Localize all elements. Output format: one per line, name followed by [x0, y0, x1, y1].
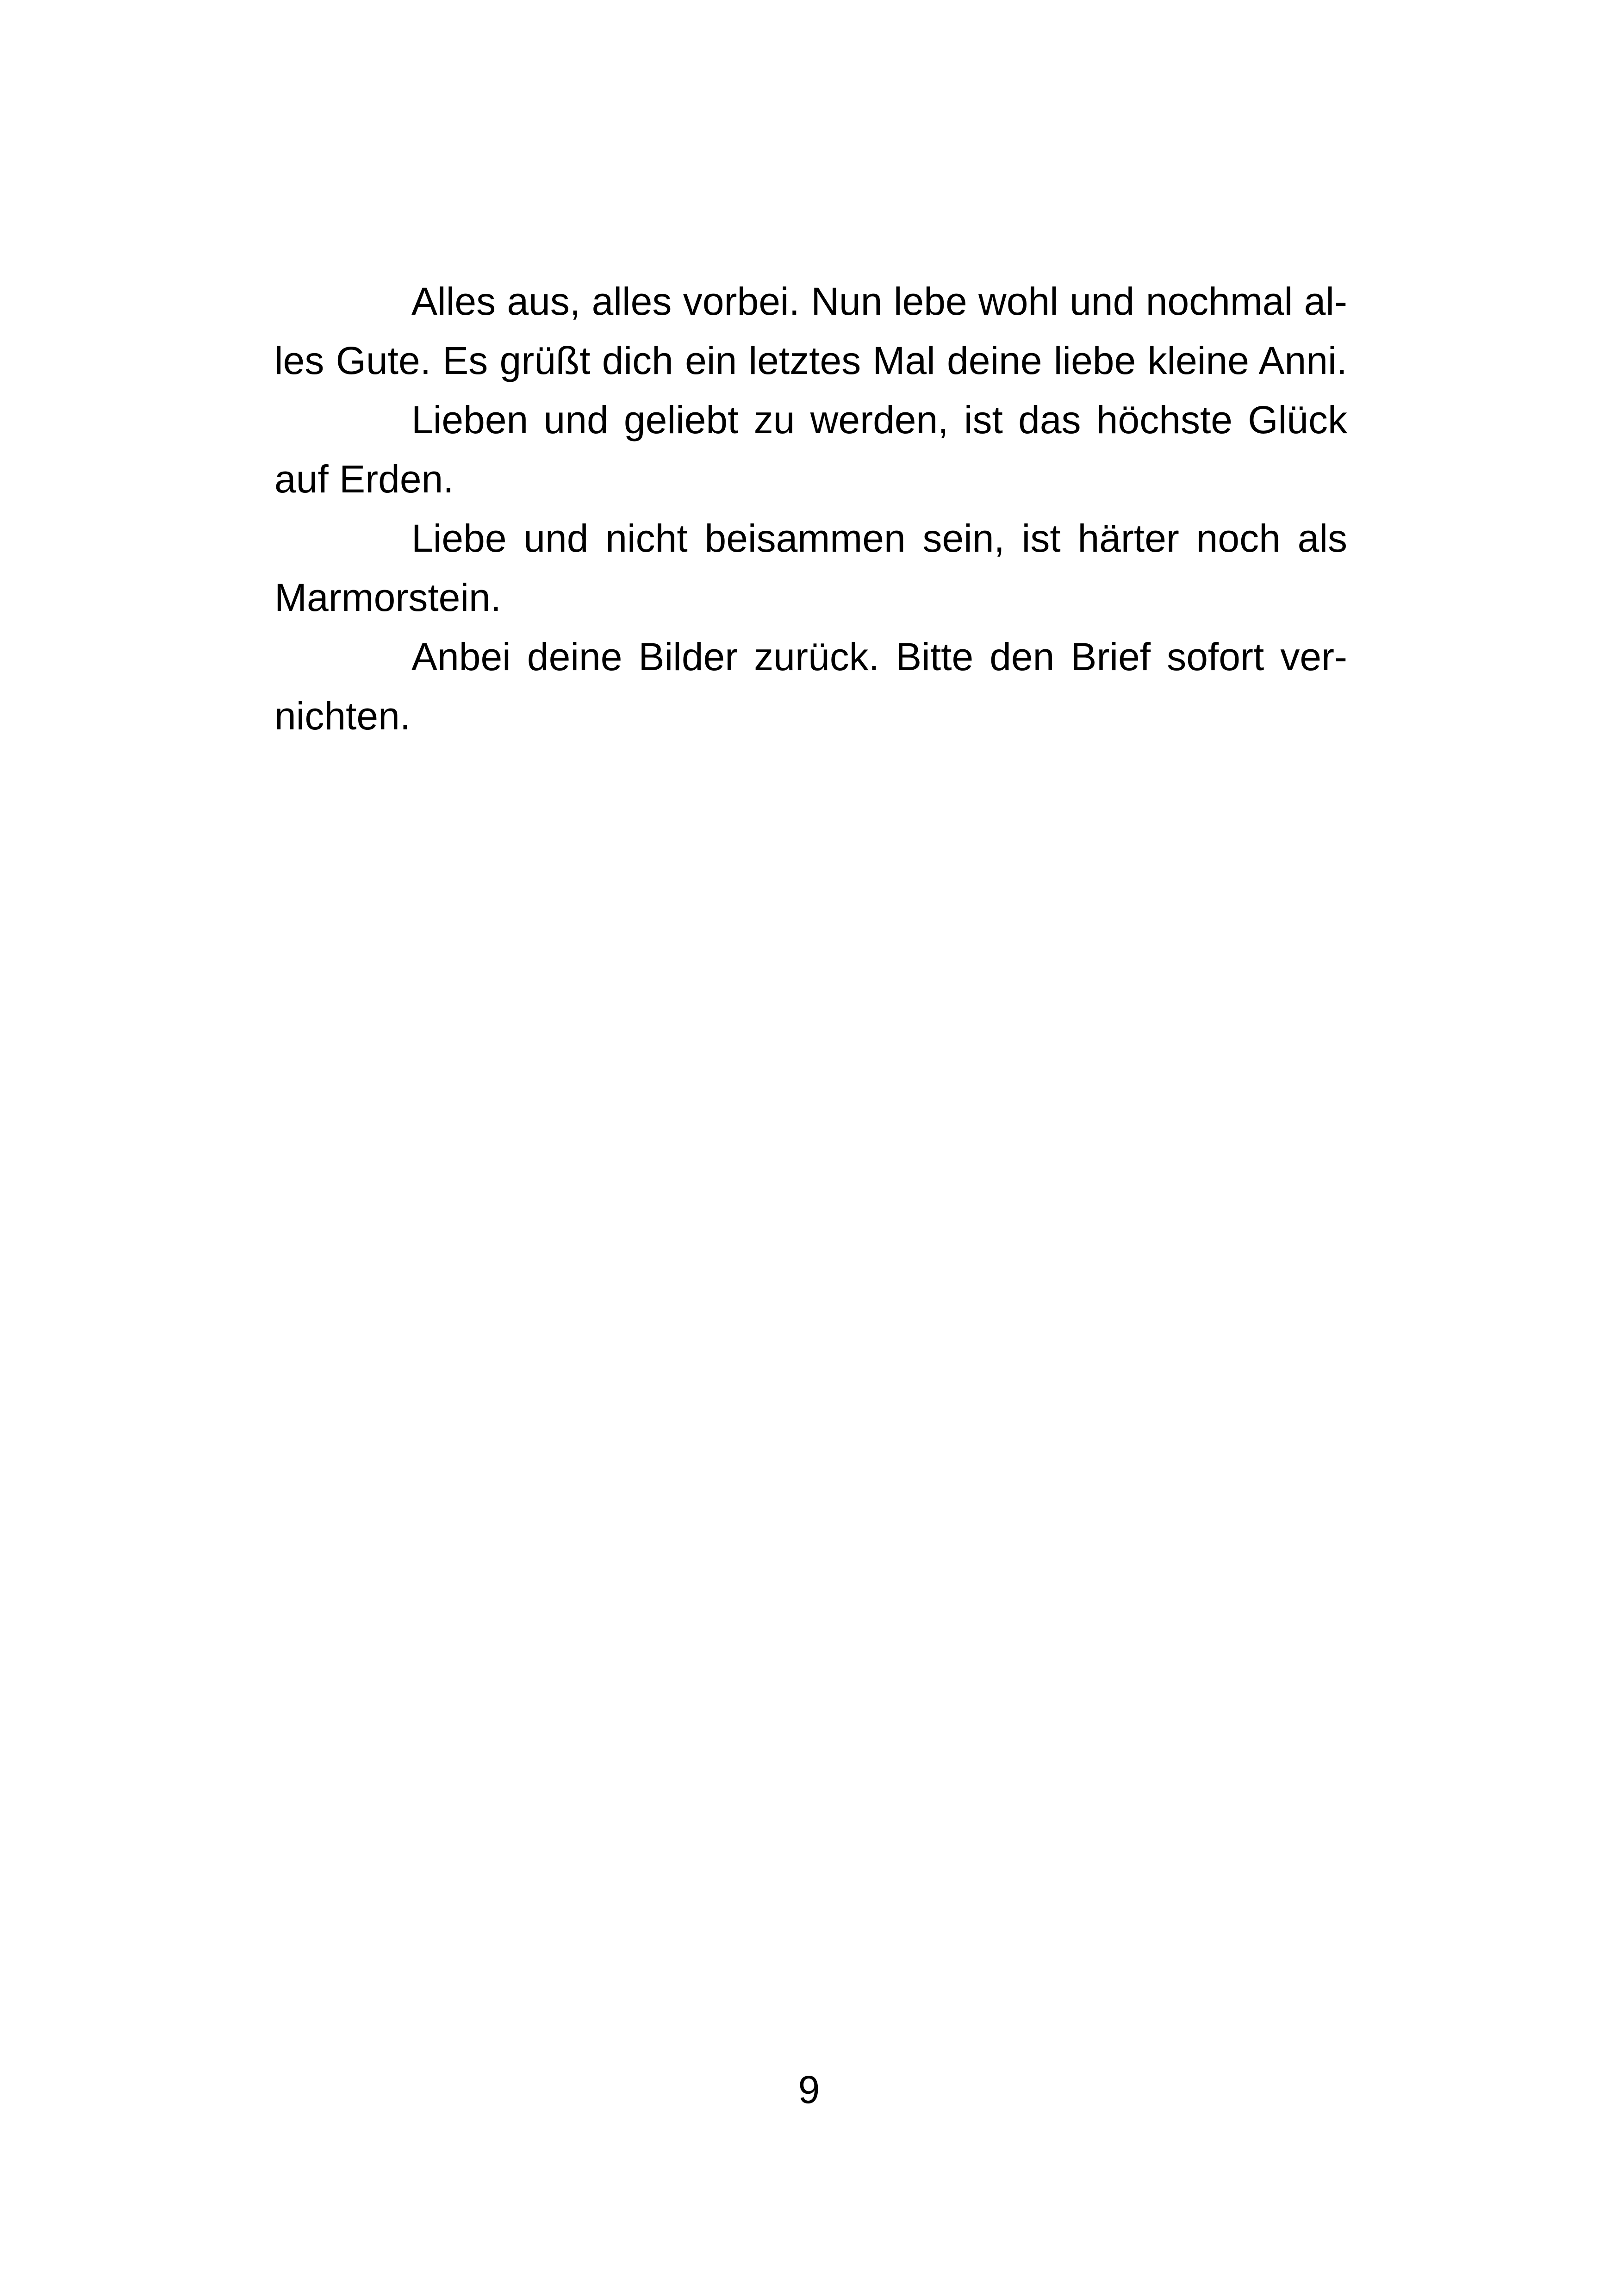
paragraph-1-line-2: les Gute. Es grüßt dich ein letztes Mal deine liebe kleine Anni. [274, 339, 1347, 382]
paragraph-1-line-1: Alles aus, alles vorbei. Nun lebe wohl und nochmal al- [411, 280, 1347, 323]
paragraph-3-line-2: Marmorstein. [274, 576, 502, 619]
page-number: 9 [798, 2068, 820, 2111]
paragraph-2-line-2: auf Erden. [274, 457, 454, 501]
paragraph-2-line-1: Lieben und geliebt zu werden, ist das höchste Glück [411, 398, 1347, 442]
paragraph-3-line-1: Liebe und nicht beisammen sein, ist härter noch als [411, 516, 1347, 560]
paragraph-4-line-2: nichten. [274, 694, 411, 738]
paragraph-4-line-1: Anbei deine Bilder zurück. Bitte den Brief sofort ver- [411, 635, 1347, 678]
